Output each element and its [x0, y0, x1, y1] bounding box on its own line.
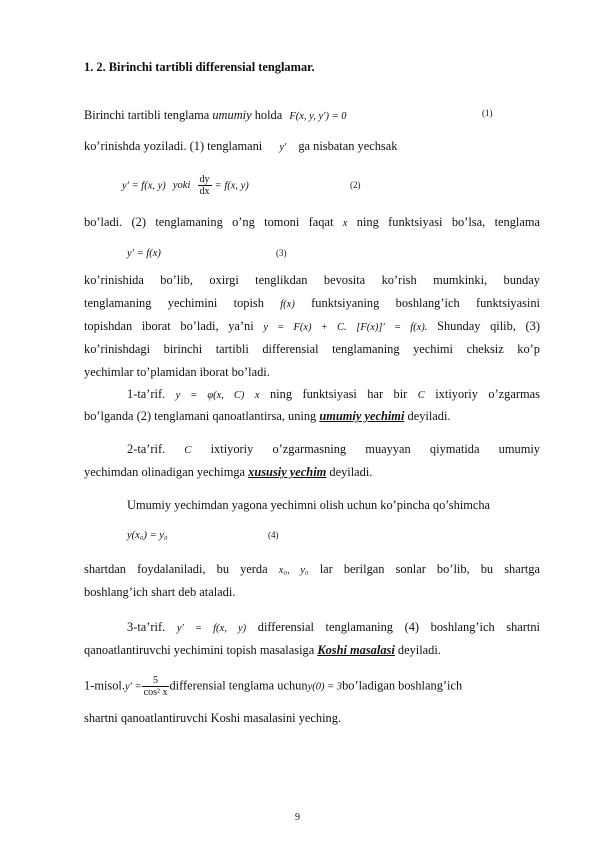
term-umumiy-yechimi: umumiy yechimi [319, 409, 405, 423]
inline-math-x: x [342, 218, 348, 229]
equation-2: y′ = f(x, y) yoki $\frac{dy}{dx}$ = f(x, y) [122, 174, 249, 197]
paragraph-4-line-2: tenglamaning yechimini topish f(x) funktsiyaning boshlang’ich funktsiyasini [84, 296, 540, 310]
example-1-line-1: 1-misol.y′ = $\frac{5}{\text{cos² x}}$ differensial tenglama uchuny(0) = 3bo’ladigan boshlang’ich [84, 675, 463, 698]
inline-math-yprime: y′ [279, 142, 287, 153]
page-number: 9 [295, 812, 300, 823]
term-koshi-masalasi: Koshi masalasi [317, 643, 395, 657]
equation-2-tag: (2) [350, 180, 361, 190]
definition-1-line-2: bo’lganda (2) tenglamani qanoatlantirsa, uning umumiy yechimi deyiladi. [84, 409, 451, 423]
fraction-dy-dx: $\frac{dy}{dx}$ [199, 174, 210, 197]
definition-2-line-2: yechimdan olinadigan yechimga xususiy yechim deyiladi. [84, 465, 373, 479]
paragraph-4-line-3: topishdan iborat bo’ladi, ya’ni y = F(x) + C. [F(x)]′ = f(x). Shunday qilib, (3) [84, 319, 540, 333]
paragraph-5: Umumiy yechimdan yagona yechimni olish uchun ko’pincha qo’shimcha [127, 498, 491, 512]
paragraph-2: ko’rinishda yoziladi. (1) tenglamani y′ ga nisbatan yechsak [84, 139, 398, 153]
section-heading: 1. 2. Birinchi tartibli differensial tenglamar. [84, 60, 315, 74]
paragraph-4-line-1: ko’rinishida bo’lib, oxirgi tenglikdan bevosita ko’rish mumkinki, bunday [84, 273, 540, 287]
definition-1-line-1: 1-ta’rif. y = φ(x, C) x ning funktsiyasi har bir C ixtiyoriy o’zgarmas [127, 387, 540, 401]
definition-2-line-1: 2-ta’rif. C ixtiyoriy o’zgarmasning muayyan qiymatida umumiy [127, 442, 540, 456]
paragraph-1: Birinchi tartibli tenglama umumiy holda F(x, y, y′) = 0 [84, 108, 347, 122]
equation-3-tag: (3) [276, 248, 287, 258]
equation-1-tag: (1) [482, 108, 493, 118]
definition-3-line-2: qanoatlantiruvchi yechimini topish masalasiga Koshi masalasi deyiladi. [84, 643, 441, 657]
equation-1: F(x, y, y′) = 0 [289, 111, 347, 122]
paragraph-4-line-5: yechimlar to’plamidan iborat bo’ladi. [84, 365, 270, 379]
equation-4-tag: (4) [268, 530, 279, 540]
paragraph-4-line-4: ko’rinishdagi birinchi tartibli differensial tenglamaning yechimi cheksiz ko’p [84, 342, 540, 356]
definition-3-line-1: 3-ta’rif. y′ = f(x, y) differensial tenglamaning (4) boshlang’ich shartni [127, 620, 540, 634]
paragraph-6-line-1: shartdan foydalaniladi, bu yerda x₀, y₀ lar berilgan sonlar bo’lib, bu shartga [84, 562, 540, 576]
equation-3: y′ = f(x) [127, 248, 161, 259]
fraction-5-over-cos2x: $\frac{5}{\text{cos² x}}$ [143, 675, 168, 698]
paragraph-3: bo’ladi. (2) tenglamaning o’ng tomoni faqat x ning funktsiyasi bo’lsa, tenglama [84, 215, 540, 229]
equation-4: y(x₀) = y₀ [127, 530, 168, 541]
example-1-line-2: shartni qanoatlantiruvchi Koshi masalasini yeching. [84, 711, 342, 725]
paragraph-6-line-2: boshlang’ich shart deb ataladi. [84, 585, 236, 599]
term-xususiy-yechim: xususiy yechim [248, 465, 327, 479]
